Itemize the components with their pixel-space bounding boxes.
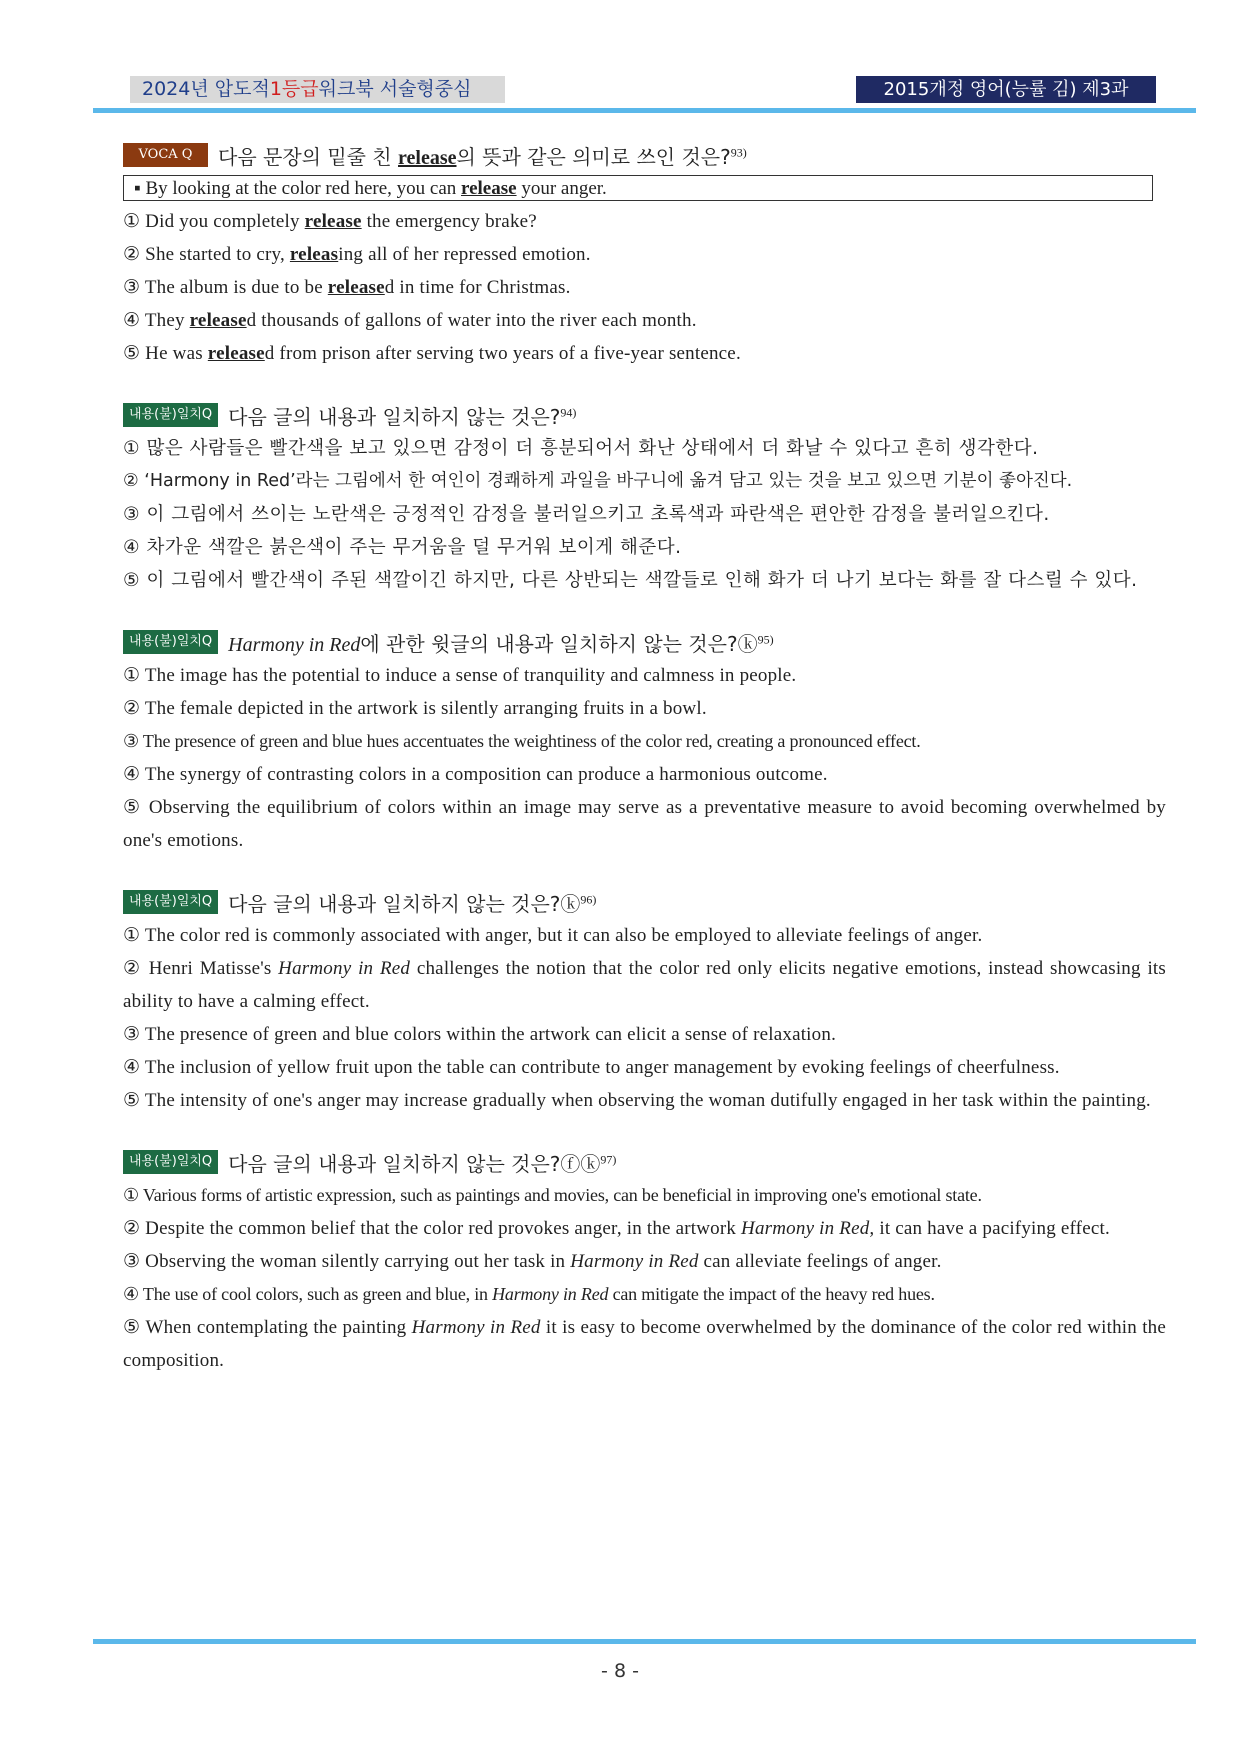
option: ④ They released thousands of gallons of water into the river each month.: [123, 310, 697, 331]
workbook-title: 2024년 압도적1등급워크북 서술형중심: [130, 76, 505, 103]
option: ⑤ 이 그림에서 빨간색이 주된 색깔이긴 하지만, 다른 상반되는 색깔들로 인해 화가 더 나기 보다는 화를 잘 다스릴 수 있다.: [123, 570, 1138, 591]
option: ⑤ Observing the equilibrium of colors within an image may serve as a preventative measure to avoid becoming overwhelmed by one's emotions.: [123, 797, 1166, 851]
header-rule: [93, 108, 1196, 113]
example-sentence-box: ▪ By looking at the color red here, you can release your anger.: [123, 175, 1153, 201]
course-label: 2015개정 영어(능률 김) 제3과: [856, 76, 1156, 103]
option: ① The color red is commonly associated with anger, but it can also be employed to alleviate feelings of anger.: [123, 925, 983, 946]
option: ③ The presence of green and blue colors within the artwork can elicit a sense of relaxation.: [123, 1024, 837, 1045]
question-97: [123, 1145, 1166, 1377]
option: ② The female depicted in the artwork is silently arranging fruits in a bowl.: [123, 698, 707, 719]
question-list: [123, 138, 1166, 1405]
question-title: 다음 글의 내용과 일치하지 않는 것은?$^{94)}$: [228, 404, 577, 429]
question-94: [123, 398, 1166, 597]
option: ④ The synergy of contrasting colors in a composition can produce a harmonious outcome.: [123, 764, 828, 785]
option: ④ The use of cool colors, such as green and blue, in Harmony in Red can mitigate the impact of the heavy red hues.: [123, 1284, 935, 1304]
option: ① Various forms of artistic expression, such as paintings and movies, can be beneficial in improving one's emotional state.: [123, 1185, 982, 1205]
option: ⑤ The intensity of one's anger may increase gradually when observing the woman dutifully engaged in her task within the painting.: [123, 1090, 1151, 1111]
question-title: Harmony in Red에 관한 윗글의 내용과 일치하지 않는 것은?ⓚ$^{95)}$: [228, 631, 774, 656]
question-title: 다음 글의 내용과 일치하지 않는 것은?ⓕⓚ$^{97)}$: [228, 1151, 617, 1176]
option: ① The image has the potential to induce a sense of tranquility and calmness in people.: [123, 665, 797, 686]
footer-rule: [93, 1639, 1196, 1644]
question-93: [123, 138, 1166, 370]
page-number: - 8 -: [601, 1660, 639, 1682]
option: ② ‘Harmony in Red’라는 그림에서 한 여인이 경쾌하게 과일을 바구니에 옮겨 담고 있는 것을 보고 있으면 기분이 좋아진다.: [123, 471, 1073, 491]
option: ① Did you completely release the emergency brake?: [123, 211, 537, 232]
question-title: 다음 글의 내용과 일치하지 않는 것은?ⓚ$^{96)}$: [228, 891, 597, 916]
option: ③ The album is due to be released in time for Christmas.: [123, 277, 571, 298]
voca-badge: VOCA Q: [123, 143, 208, 167]
option: ② She started to cry, releasing all of her repressed emotion.: [123, 244, 591, 265]
option: ③ Observing the woman silently carrying out her task in Harmony in Red can alleviate feelings of anger.: [123, 1251, 942, 1272]
question-95: [123, 625, 1166, 857]
option: ④ 차가운 색깔은 붉은색이 주는 무거움을 덜 무거워 보이게 해준다.: [123, 537, 682, 558]
content-check-badge: 내용(불)일치Q: [123, 890, 218, 914]
option: ⑤ He was released from prison after serving two years of a five-year sentence.: [123, 343, 741, 364]
option: ② Despite the common belief that the color red provokes anger, in the artwork Harmony in Red, it can have a pacifying effect.: [123, 1218, 1110, 1239]
question-96: [123, 885, 1166, 1117]
content-check-badge: 내용(불)일치Q: [123, 630, 218, 654]
content-check-badge: 내용(불)일치Q: [123, 403, 218, 427]
question-title: 다음 문장의 밑줄 친 release의 뜻과 같은 의미로 쓰인 것은?$^{93)}$: [218, 144, 747, 169]
option: ⑤ When contemplating the painting Harmony in Red it is easy to become overwhelmed by the dominance of the color red within the composition.: [123, 1317, 1167, 1371]
option: ④ The inclusion of yellow fruit upon the table can contribute to anger management by evoking feelings of cheerfulness.: [123, 1057, 1060, 1078]
option: ② Henri Matisse's Harmony in Red challenges the notion that the color red only elicits negative emotions, instead showcasing its ability to have a calming effect.: [123, 958, 1166, 1012]
content-check-badge: 내용(불)일치Q: [123, 1150, 218, 1174]
option: ③ 이 그림에서 쓰이는 노란색은 긍정적인 감정을 불러일으키고 초록색과 파란색은 편안한 감정을 불러일으킨다.: [123, 504, 1050, 525]
option: ③ The presence of green and blue hues accentuates the weightiness of the color red, creating a pronounced effect.: [123, 731, 921, 751]
option: ① 많은 사람들은 빨간색을 보고 있으면 감정이 더 흥분되어서 화난 상태에서 더 화날 수 있다고 흔히 생각한다.: [123, 438, 1039, 459]
